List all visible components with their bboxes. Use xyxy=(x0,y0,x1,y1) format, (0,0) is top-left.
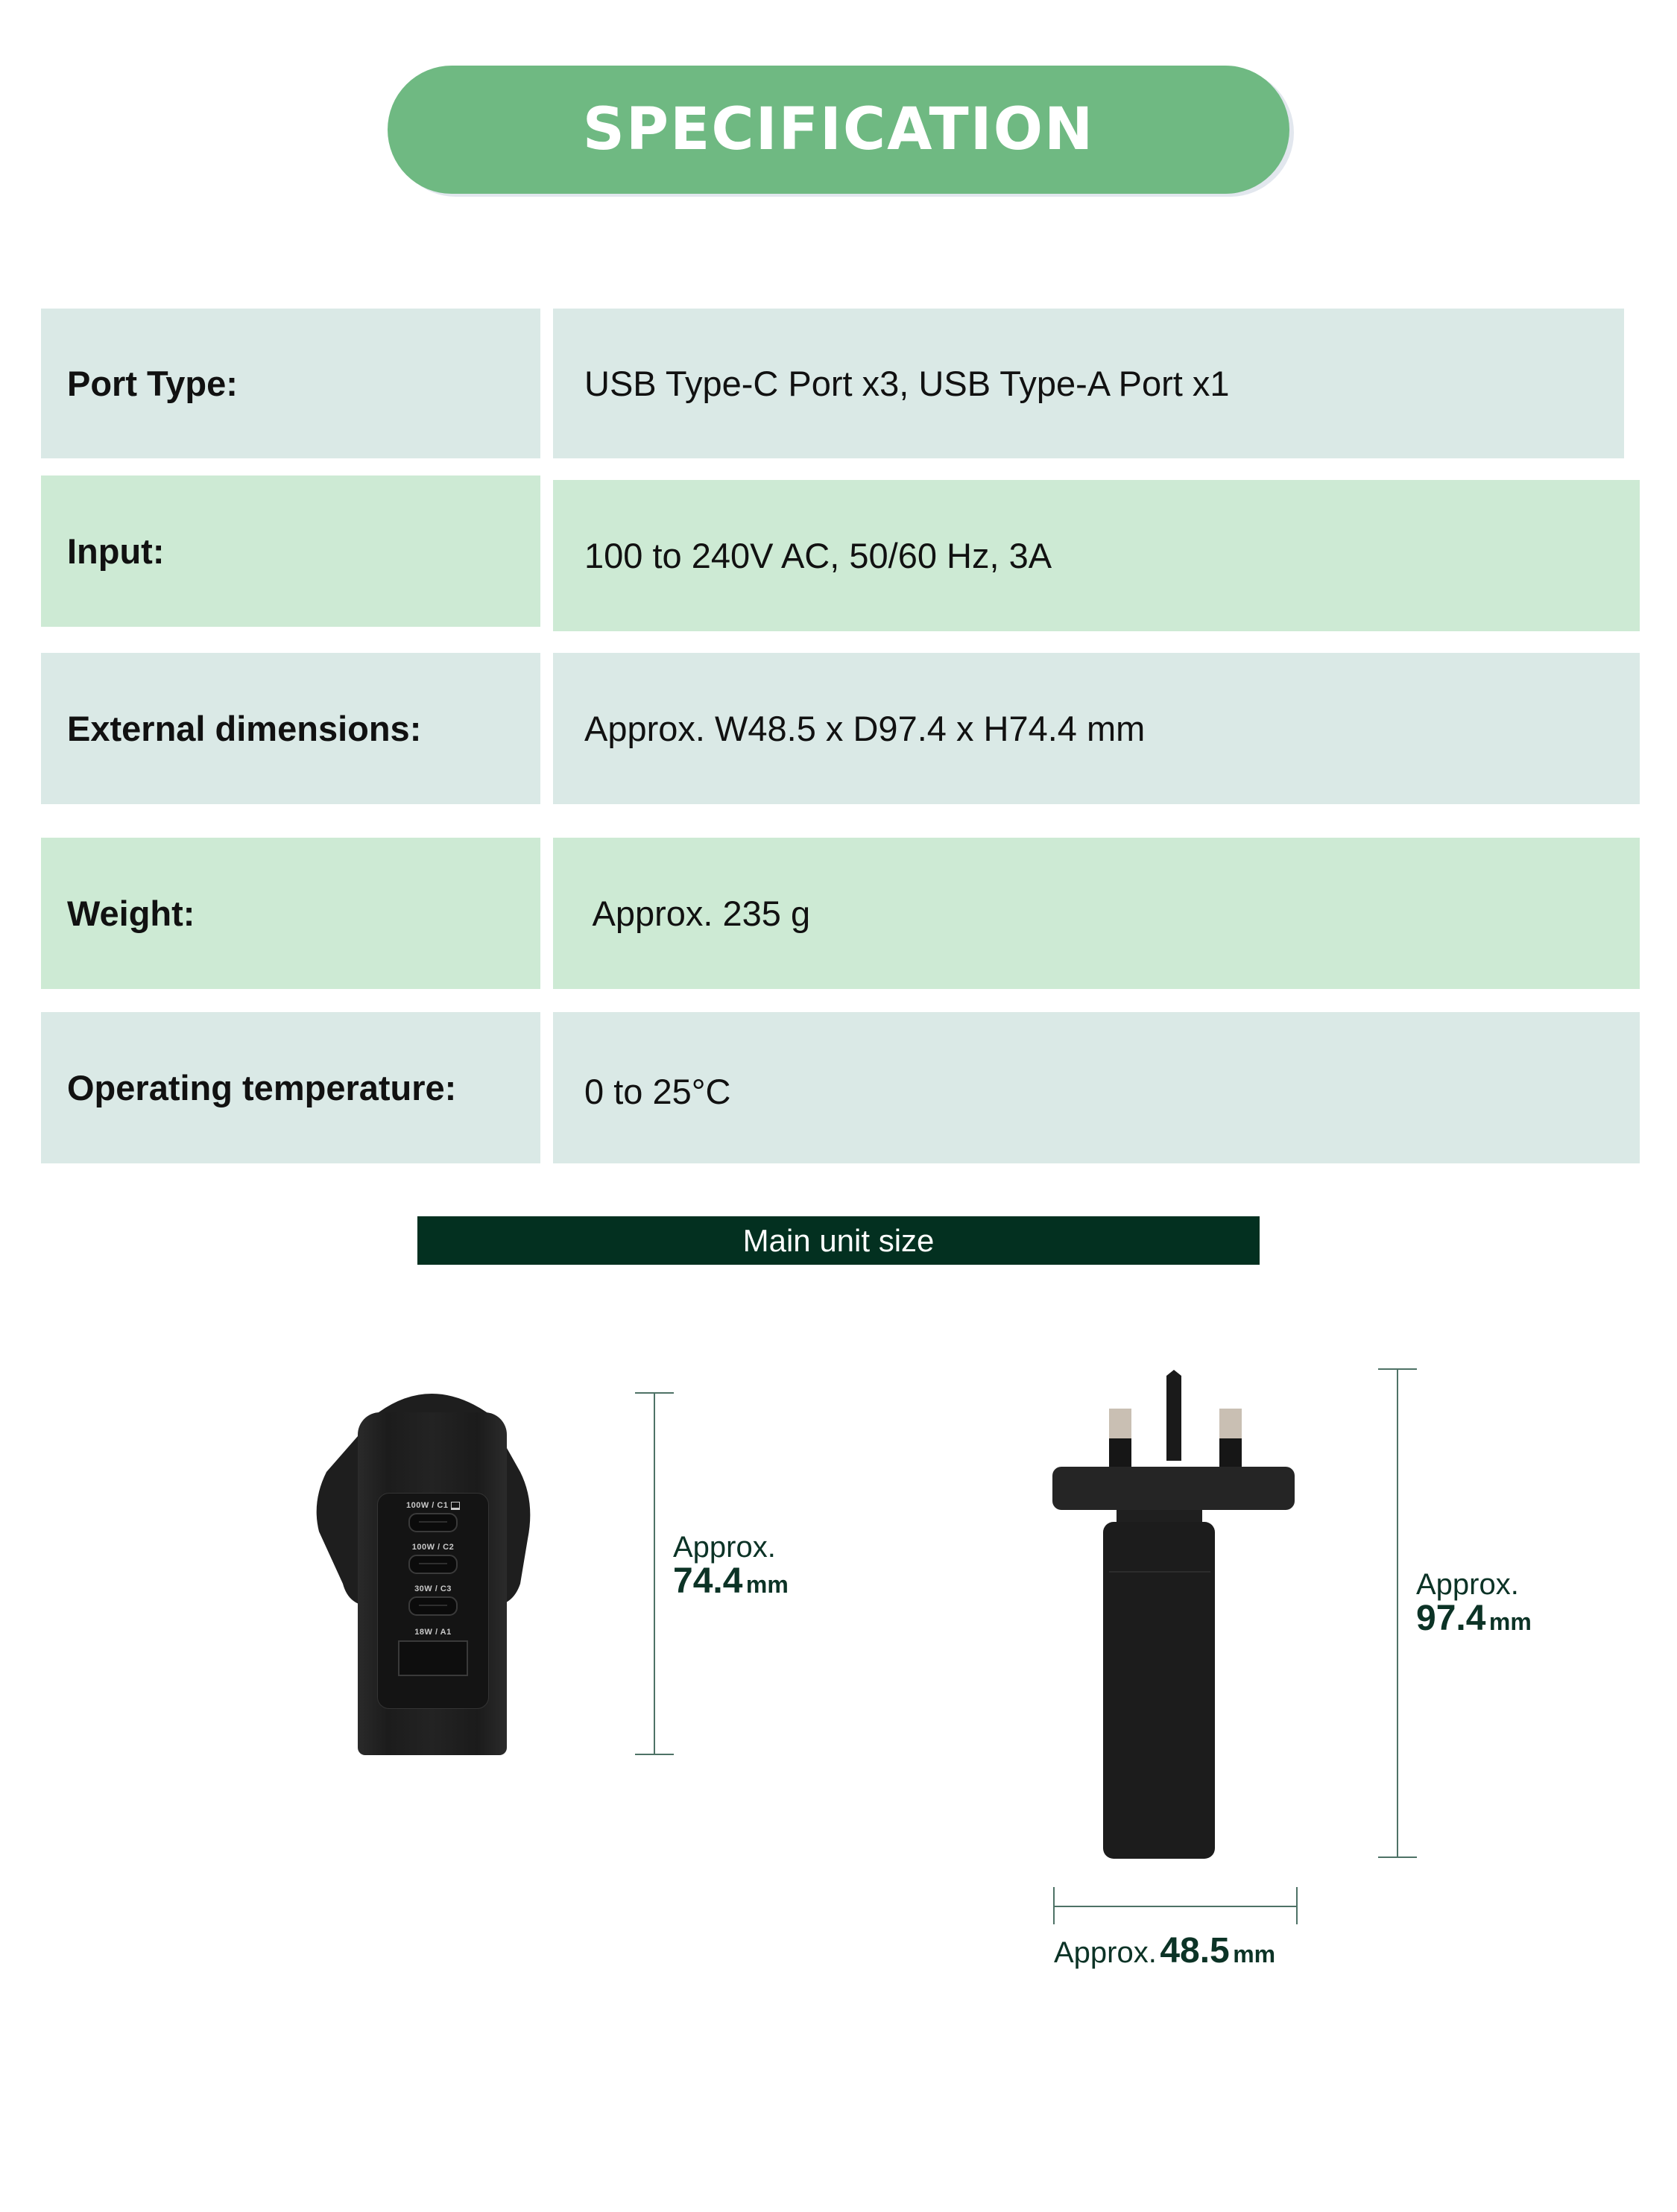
dimension-cap-right xyxy=(1296,1887,1298,1924)
usb-a-port-icon xyxy=(398,1640,468,1676)
spec-value-dimensions: Approx. W48.5 x D97.4 x H74.4 mm xyxy=(553,653,1640,804)
spec-value-weight: Approx. 235 g xyxy=(553,838,1640,989)
charger-side-view-image xyxy=(1051,1364,1297,1859)
banner-label: Main unit size xyxy=(742,1222,935,1258)
port-c1 xyxy=(378,1501,488,1532)
main-unit-size-banner xyxy=(417,1216,1260,1265)
height-unit: mm xyxy=(745,1571,789,1598)
laptop-icon xyxy=(451,1502,460,1510)
port-label-c2: 100W / C2 xyxy=(411,1543,455,1552)
spec-label-port-type: Port Type: xyxy=(41,309,540,458)
depth-value: 97.4 xyxy=(1416,1599,1486,1638)
charger-front-view-image xyxy=(312,1382,553,1755)
dimension-cap-bottom xyxy=(635,1754,674,1755)
page-title: SPECIFICATION xyxy=(582,96,1095,163)
spec-label-weight: Weight: xyxy=(41,838,540,989)
port-label-c1: 100W / C1 xyxy=(405,1501,449,1510)
port-a1 xyxy=(378,1628,488,1676)
dimension-line-horizontal xyxy=(1053,1906,1298,1907)
width-value: 48.5 xyxy=(1160,1931,1230,1971)
depth-label xyxy=(1416,1569,1532,1637)
height-label xyxy=(673,1532,789,1600)
width-unit: mm xyxy=(1233,1941,1276,1968)
port-label-c3: 30W / C3 xyxy=(414,1584,452,1593)
port-c3 xyxy=(378,1584,488,1616)
spec-value-port-type: USB Type-C Port x3, USB Type-A Port x1 xyxy=(553,309,1624,458)
width-label xyxy=(1054,1933,1275,1970)
spec-label-input: Input: xyxy=(41,475,540,627)
usb-c-port-icon xyxy=(408,1596,458,1616)
height-value: 74.4 xyxy=(673,1561,743,1601)
usb-c-port-icon xyxy=(408,1513,458,1532)
approx-text: Approx. xyxy=(1054,1936,1157,1969)
dimension-line-vertical xyxy=(654,1392,655,1755)
title-pill xyxy=(388,66,1289,194)
dimension-line-vertical xyxy=(1397,1368,1398,1858)
approx-text: Approx. xyxy=(1416,1568,1519,1601)
spec-label-dimensions: External dimensions: xyxy=(41,653,540,804)
port-panel xyxy=(377,1493,489,1709)
spec-value-input: 100 to 240V AC, 50/60 Hz, 3A xyxy=(553,480,1640,631)
approx-text: Approx. xyxy=(673,1531,776,1564)
spec-label-temperature: Operating temperature: xyxy=(41,1012,540,1163)
port-label-a1: 18W / A1 xyxy=(414,1628,452,1637)
port-c2 xyxy=(378,1543,488,1574)
spec-value-temperature: 0 to 25°C xyxy=(553,1012,1640,1163)
uk-plug-pins-shape xyxy=(1051,1364,1297,1859)
usb-c-port-icon xyxy=(408,1555,458,1574)
dimension-cap-bottom xyxy=(1378,1856,1417,1858)
depth-unit: mm xyxy=(1488,1608,1532,1635)
